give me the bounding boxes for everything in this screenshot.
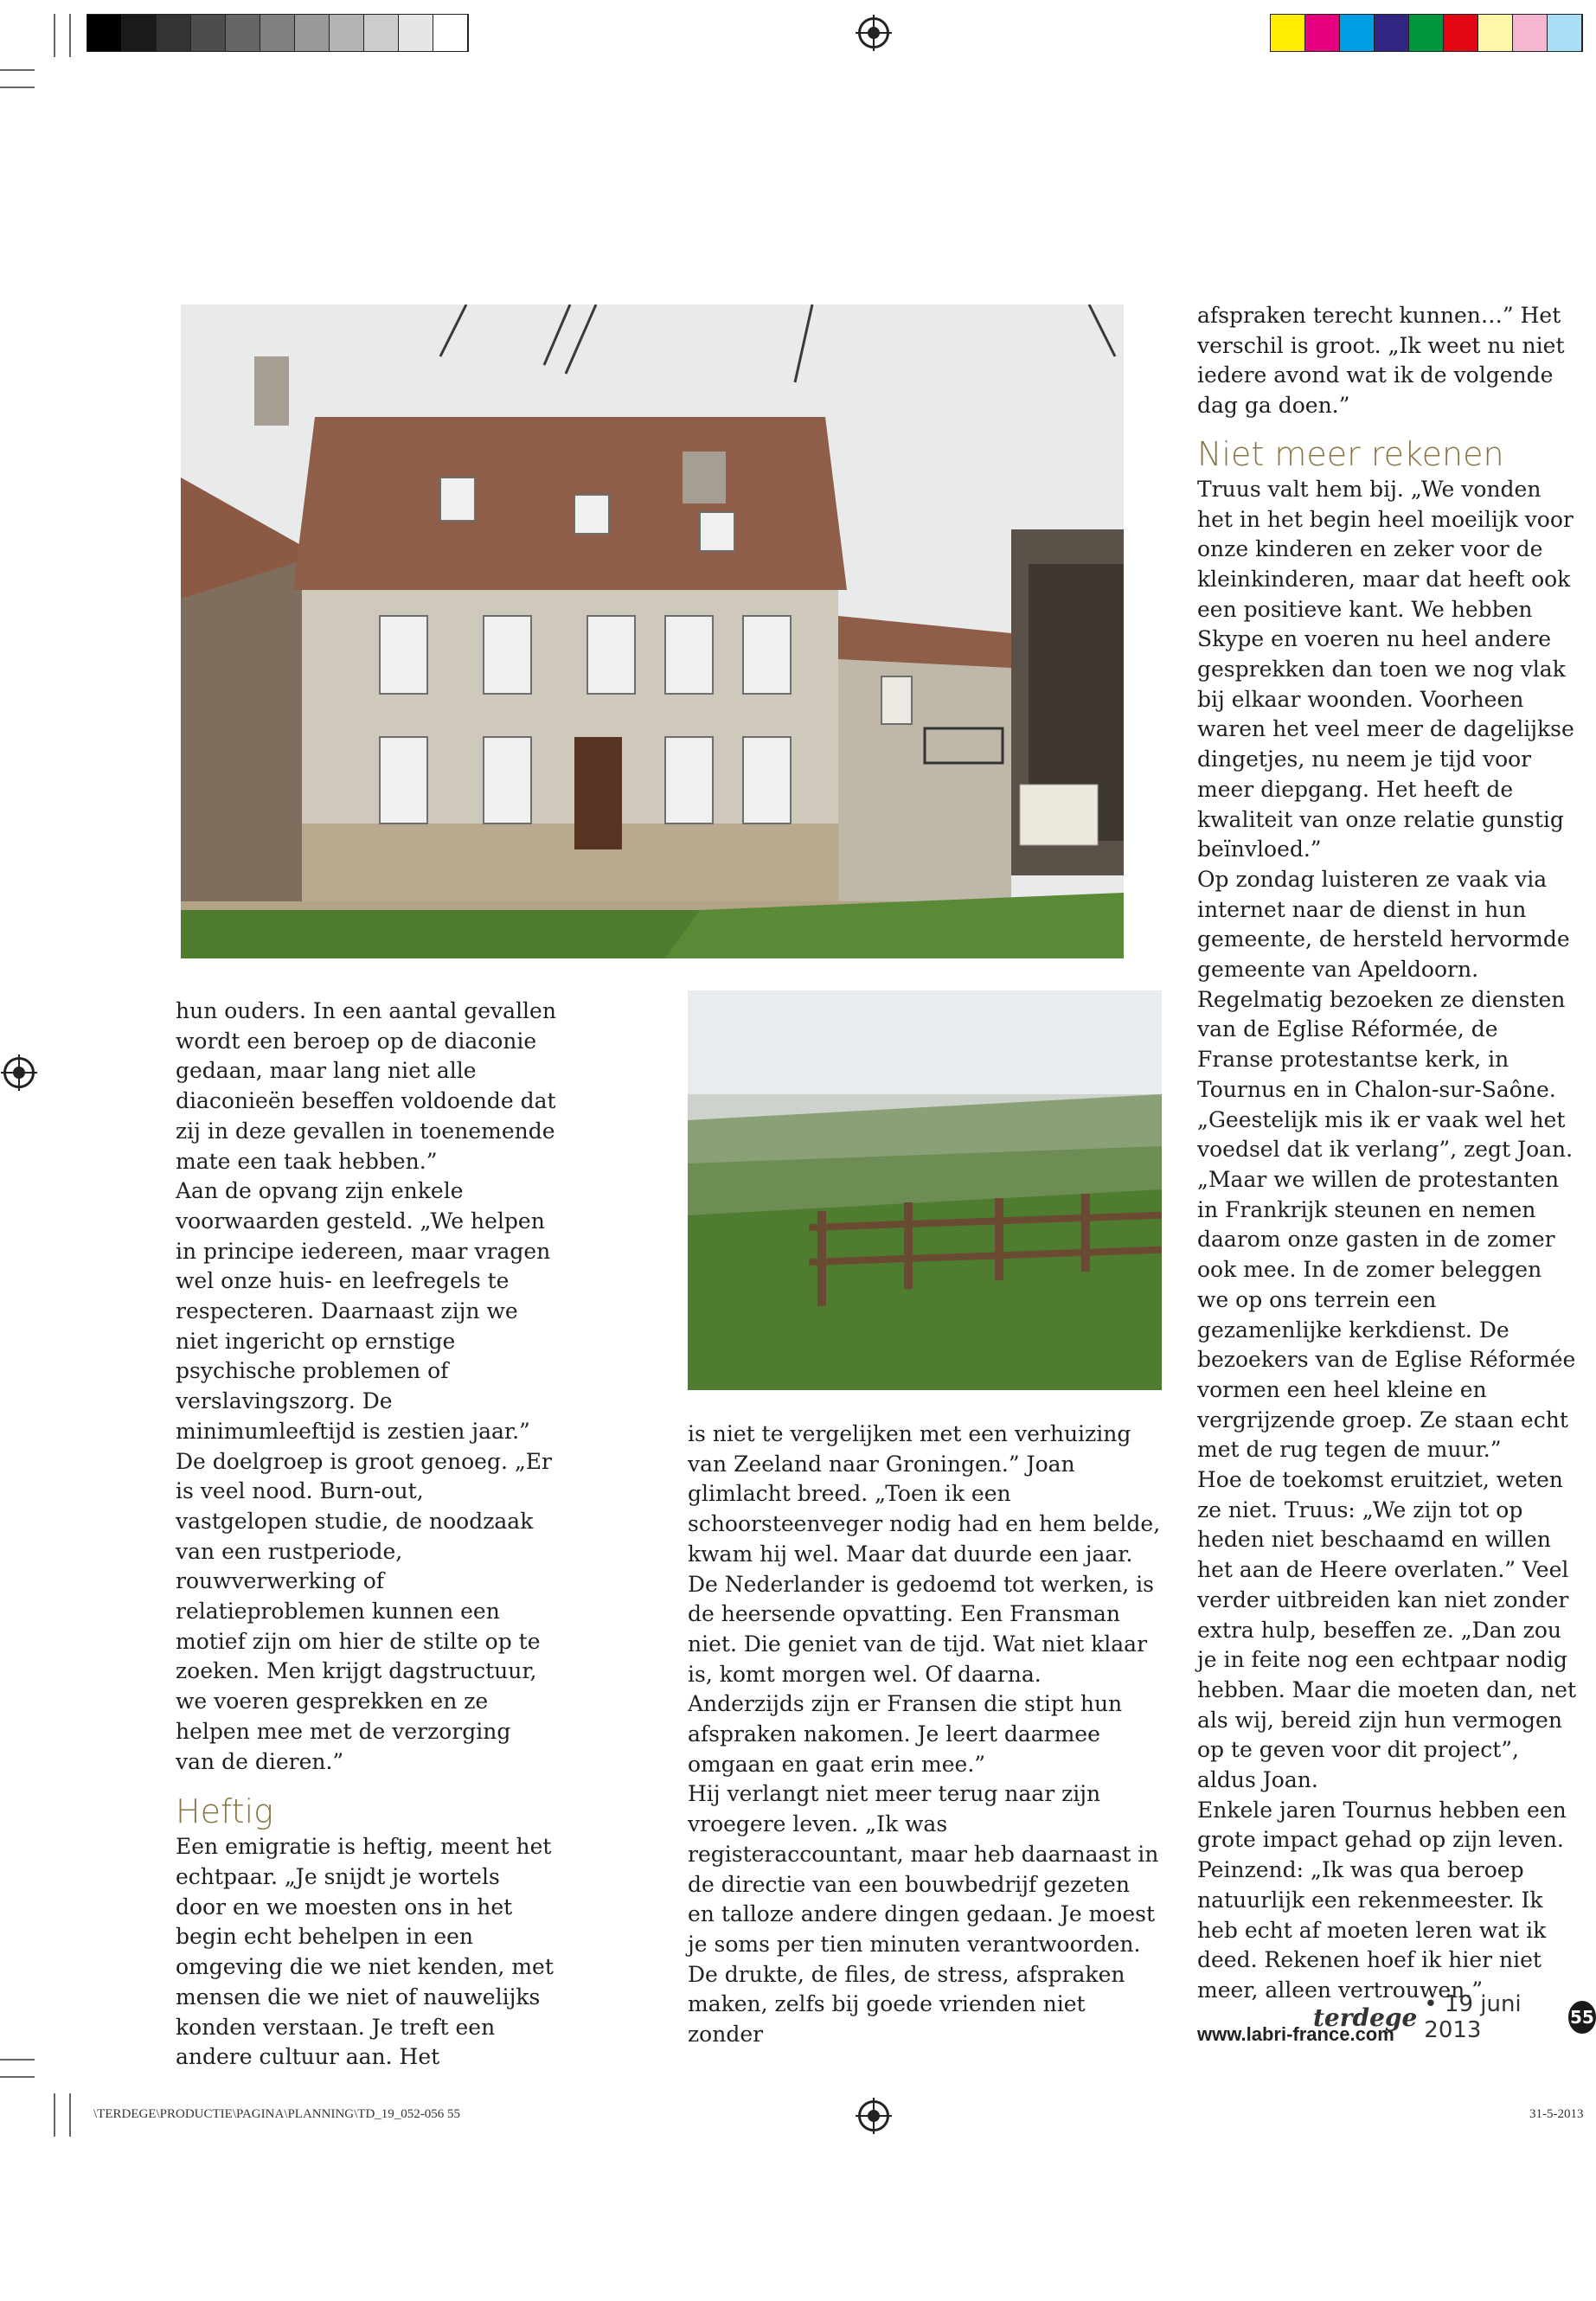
body-paragraph: Hij verlangt niet meer terug naar zijn vroegere leven. „Ik was registeraccountant, maar heb daarnaast in de directie van een bouwbedrijf gezeten en talloze andere dingen gedaan. Je moest je soms per tien minuten verantwoorden. De drukte, de files, de stress, afspraken maken, zelfs bij goede vrienden niet zonder <box>688 1781 1159 2048</box>
slug-date: 31-5-2013 <box>1529 2107 1584 2121</box>
body-paragraph: De doelgroep is groot genoeg. „Er is veel nood. Burn-out, vastgelopen studie, de noodzaak van een rustperiode, rouwverwerking of relatieproblemen kunnen een motief zijn om hier de stilte op te zoeken. Men krijgt dagstructuur, we voeren gesprekken en ze helpen mee met de verzorging van de dieren.” <box>176 1448 552 1774</box>
magazine-brand: terdege <box>1313 2003 1418 2032</box>
process-color-bar <box>1270 14 1583 52</box>
crop-mark <box>0 69 35 71</box>
col1-paragraphs-2 <box>176 1832 556 2073</box>
crop-mark <box>69 2093 71 2137</box>
section-heading-heftig: Heftig <box>176 1792 273 1831</box>
registration-mark-icon <box>3 1057 35 1088</box>
body-paragraph: Enkele jaren Tournus hebben een grote impact gehad op zijn leven. Peinzend: „Ik was qua beroep natuurlijk een rekenmeester. Ik heb echt af moeten leren wat ik deed. Rekenen hoef ik hier niet meer, alleen vertrouwen.” <box>1197 1797 1567 2003</box>
col2-paragraphs <box>688 1420 1162 2050</box>
crop-mark <box>0 2076 35 2078</box>
registration-mark-icon <box>858 17 889 48</box>
body-paragraph: Hoe de toekomst eruitziet, weten ze niet. Truus: „We zijn tot op heden niet beschaamd en willen het aan de Heere overlaten.” Veel verder uitbreiden kan niet zonder extra hulp, beseffen ze. „Dan zou je in feite nog een echtpaar nodig hebben. Maar die moeten dan, net als wij, bereid zijn hun vermogen op te geven voor dit project”, aldus Joan. <box>1197 1467 1577 1793</box>
body-paragraph: Op zondag luisteren ze vaak via internet naar de dienst in hun gemeente, de hersteld hervormde gemeente van Apeldoorn. Regelmatig bezoeken ze diensten van de Eglise Réformée, de Franse protestantse kerk, in Tournus en in Chalon-sur-Saône. „Geestelijk mis ik er vaak wel het voedsel dat ik verlang”, zegt Joan. „Maar we willen de protestanten in Frankrijk steunen en nemen daarom onze gasten in de zomer ook mee. In de zomer beleggen we op ons terrein een gezamenlijke kerkdienst. De bezoekers van de Eglise Réformée vormen een heel kleine en vergrijzende groep. Ze staan echt met de rug tegen de muur.” <box>1197 866 1576 1463</box>
crop-mark <box>0 87 35 88</box>
crop-mark <box>0 2059 35 2061</box>
registration-mark-icon <box>858 2100 889 2131</box>
body-paragraph: is niet te vergelijken met een verhuizing van Zeeland naar Groningen.” Joan glimlacht breed. „Toen ik een schoorsteenveger nodig had en hem belde, kwam hij wel. Maar dat duurde een jaar. De Nederlander is gedoemd tot werken, is de heersende opvatting. Een Fransman niet. Die geniet van de tijd. Wat niet klaar is, komt morgen wel. Of daarna. Anderzijds zijn er Fransen die stipt hun afspraken nakomen. Je leert daarmee omgaan en gaat erin mee.” <box>688 1421 1161 1777</box>
photo-house <box>181 304 1124 958</box>
issue-date: • 19 juni 2013 <box>1424 1991 1522 2043</box>
col3-paragraphs-2 <box>1197 475 1578 2006</box>
column-1 <box>176 997 556 2073</box>
page-footer <box>1313 1991 1596 2043</box>
body-paragraph: hun ouders. In een aantal gevallen wordt een beroep op de diaconie gedaan, maar lang niet alle diaconieën beseffen voldoende dat zij in deze gevallen in toenemende mate een taak hebben.” <box>176 998 556 1174</box>
photo-landscape <box>688 990 1162 1390</box>
grayscale-color-bar <box>87 14 469 52</box>
slug-path: \TERDEGE\PRODUCTIE\PAGINA\PLANNING\TD_19_052-056 55 <box>93 2107 461 2121</box>
body-paragraph: Een emigratie is heftig, meent het echtpaar. „Je snijdt je wortels door en we moesten ons in het begin echt behelpen in een omgeving die we niet kenden, met mensen die we niet of nauwelijks konden verstaan. Je treft een andere cultuur aan. Het <box>176 1834 554 2070</box>
body-paragraph: Truus valt hem bij. „We vonden het in het begin heel moeilijk voor onze kinderen en zeker voor de kleinkinderen, maar dat heeft ook een positieve kant. We hebben Skype en voeren nu heel andere gesprekken dan toen we nog vlak bij elkaar woonden. Voorheen waren het veel meer de dagelijkse dingetjes, nu neem je tijd voor meer diepgang. Het heeft de kwaliteit van onze relatie gunstig beïnvloed.” <box>1197 476 1574 862</box>
website-link[interactable]: www.labri-france.com <box>1197 2022 1394 2045</box>
crop-mark <box>54 14 55 57</box>
col1-paragraphs <box>176 997 556 1777</box>
col3-paragraphs <box>1197 301 1578 421</box>
body-paragraph: Aan de opvang zijn enkele voorwaarden gesteld. „We helpen in principe iedereen, maar vragen wel onze huis- en leefregels te respecteren. Daarnaast zijn we niet ingericht op ernstige psychische problemen of verslavingszorg. De minimumleeftijd is zestien jaar.” <box>176 1178 551 1444</box>
body-paragraph: afspraken terecht kunnen…” Het verschil is groot. „Ik weet nu niet iedere avond wat ik de volgende dag ga doen.” <box>1197 303 1565 419</box>
crop-mark <box>69 14 71 57</box>
crop-mark <box>54 2093 55 2137</box>
column-2 <box>688 1420 1162 2050</box>
column-3 <box>1197 301 1578 2049</box>
section-heading-niet-meer-rekenen: Niet meer rekenen <box>1197 434 1504 473</box>
page-number-badge: 55 <box>1568 2001 1596 2034</box>
